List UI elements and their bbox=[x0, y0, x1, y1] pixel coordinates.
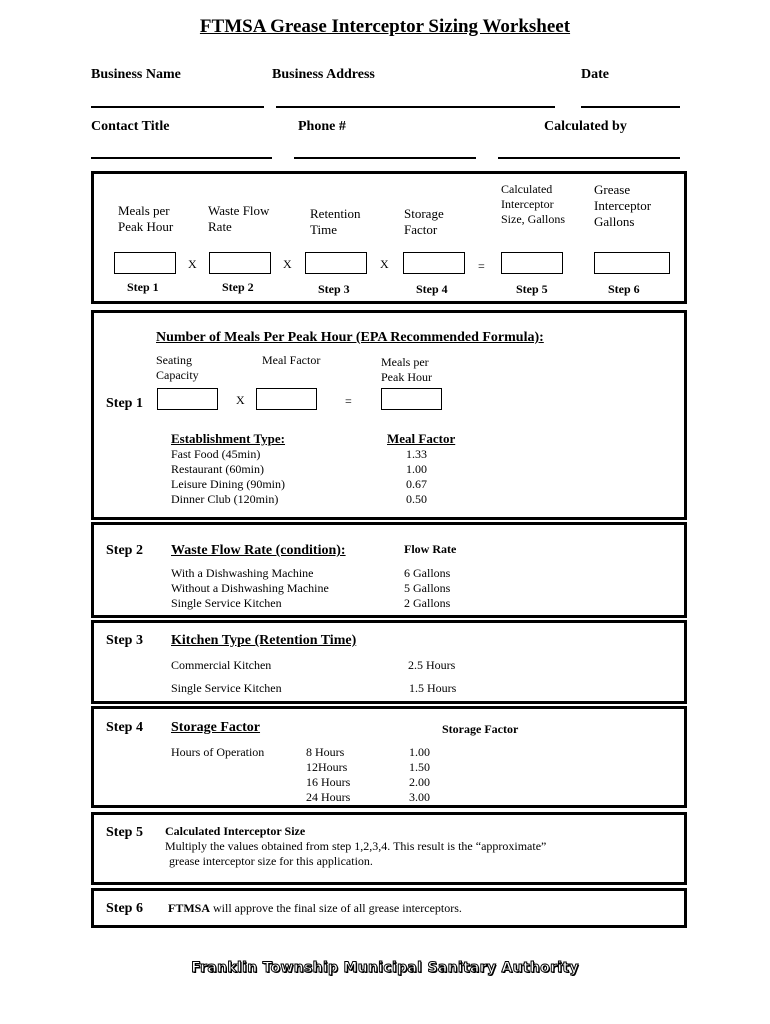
calculated-by-field[interactable] bbox=[498, 157, 680, 159]
business-name-field[interactable] bbox=[91, 106, 264, 108]
step6-text bbox=[168, 901, 462, 916]
storage-factor-heading: Storage Factor bbox=[442, 722, 519, 736]
times-operator: X bbox=[283, 257, 292, 271]
date-label: Date bbox=[581, 67, 609, 82]
retention-time-value: 2.5 Hours bbox=[408, 658, 456, 672]
step-label: Step 2 bbox=[222, 280, 254, 294]
meal-factor-value: 1.00 bbox=[406, 462, 427, 476]
step5-line1: Multiply the values obtained from step 1,2,3,4. This result is the “approximate” bbox=[165, 839, 547, 853]
summary-meals-label: Meals per Peak Hour bbox=[118, 203, 174, 234]
retention-time-value: 1.5 Hours bbox=[409, 681, 457, 695]
page-title: FTMSA Grease Interceptor Sizing Worksheet bbox=[199, 16, 571, 37]
step2-label: Step 2 bbox=[106, 543, 143, 558]
ftmsa-bold: FTMSA bbox=[168, 901, 210, 915]
times-operator: X bbox=[188, 257, 197, 271]
establishment-type: Fast Food (45min) bbox=[171, 447, 261, 461]
meal-factor-heading: Meal Factor bbox=[387, 431, 456, 446]
step3-label: Step 3 bbox=[106, 633, 143, 648]
storage-factor-value: 2.00 bbox=[409, 775, 430, 789]
flow-rate-value: 6 Gallons bbox=[404, 566, 451, 580]
step4-label: Step 4 bbox=[106, 720, 143, 735]
meals-per-peak-input[interactable] bbox=[381, 388, 442, 410]
business-name-label: Business Name bbox=[91, 67, 181, 82]
hours-value: 8 Hours bbox=[306, 745, 345, 759]
meal-factor-label: Meal Factor bbox=[262, 353, 321, 367]
seating-capacity-input[interactable] bbox=[157, 388, 218, 410]
step-label: Step 3 bbox=[318, 282, 350, 296]
times-operator: X bbox=[236, 393, 245, 407]
equals-operator: = bbox=[345, 394, 352, 408]
step5-line2: grease interceptor size for this application. bbox=[169, 854, 373, 868]
storage-factor-value: 1.00 bbox=[409, 745, 430, 759]
meal-factor-input[interactable] bbox=[256, 388, 317, 410]
summary-gallons-input[interactable] bbox=[594, 252, 670, 274]
flow-rate-value: 5 Gallons bbox=[404, 581, 451, 595]
establishment-type: Leisure Dining (90min) bbox=[171, 477, 285, 491]
summary-waste-flow-input[interactable] bbox=[209, 252, 271, 274]
step2-heading: Waste Flow Rate (condition): bbox=[171, 543, 346, 558]
step-label: Step 5 bbox=[516, 282, 548, 296]
meal-factor-value: 0.50 bbox=[406, 492, 427, 506]
equals-operator: = bbox=[478, 259, 485, 273]
summary-retention-label: Retention Time bbox=[310, 206, 361, 237]
step-label: Step 6 bbox=[608, 282, 640, 296]
step1-label: Step 1 bbox=[106, 396, 143, 411]
step5-heading: Calculated Interceptor Size bbox=[165, 824, 306, 838]
establishment-type: Dinner Club (120min) bbox=[171, 492, 279, 506]
phone-label: Phone # bbox=[298, 119, 346, 134]
phone-field[interactable] bbox=[294, 157, 476, 159]
step5-label: Step 5 bbox=[106, 825, 143, 840]
times-operator: X bbox=[380, 257, 389, 271]
meal-factor-value: 1.33 bbox=[406, 447, 427, 461]
meal-factor-value: 0.67 bbox=[406, 477, 427, 491]
contact-title-label: Contact Title bbox=[91, 119, 170, 134]
kitchen-type-label: Single Service Kitchen bbox=[171, 681, 282, 695]
step1-heading: Number of Meals Per Peak Hour (EPA Recommended Formula): bbox=[156, 330, 544, 345]
step3-heading: Kitchen Type (Retention Time) bbox=[171, 633, 357, 648]
business-address-field[interactable] bbox=[276, 106, 555, 108]
date-field[interactable] bbox=[581, 106, 680, 108]
calculated-by-label: Calculated by bbox=[544, 119, 627, 134]
condition-label: Without a Dishwashing Machine bbox=[171, 581, 329, 595]
contact-title-field[interactable] bbox=[91, 157, 272, 159]
establishment-heading: Establishment Type: bbox=[171, 431, 286, 446]
summary-meals-input[interactable] bbox=[114, 252, 176, 274]
establishment-type: Restaurant (60min) bbox=[171, 462, 264, 476]
hours-of-operation-label: Hours of Operation bbox=[171, 745, 265, 759]
step6-label: Step 6 bbox=[106, 901, 143, 916]
business-address-label: Business Address bbox=[272, 67, 375, 82]
storage-factor-value: 1.50 bbox=[409, 760, 430, 774]
hours-value: 12Hours bbox=[306, 760, 348, 774]
condition-label: With a Dishwashing Machine bbox=[171, 566, 314, 580]
summary-gallons-label: Grease Interceptor Gallons bbox=[594, 182, 652, 229]
hours-value: 24 Hours bbox=[306, 790, 351, 804]
summary-storage-input[interactable] bbox=[403, 252, 465, 274]
step-label: Step 4 bbox=[416, 282, 448, 296]
authority-footer: Franklin Township Municipal Sanitary Authority bbox=[191, 960, 579, 976]
seating-capacity-label: Seating Capacity bbox=[156, 353, 199, 382]
step6-sentence: will approve the final size of all grease interceptors. bbox=[210, 901, 462, 915]
step-label: Step 1 bbox=[127, 280, 159, 294]
meals-per-peak-label: Meals per Peak Hour bbox=[381, 355, 432, 384]
hours-value: 16 Hours bbox=[306, 775, 351, 789]
flow-rate-heading: Flow Rate bbox=[404, 542, 457, 556]
step4-heading: Storage Factor bbox=[171, 720, 261, 735]
summary-calc-size-input[interactable] bbox=[501, 252, 563, 274]
summary-storage-label: Storage Factor bbox=[404, 206, 444, 237]
summary-retention-input[interactable] bbox=[305, 252, 367, 274]
flow-rate-value: 2 Gallons bbox=[404, 596, 451, 610]
summary-waste-flow-label: Waste Flow Rate bbox=[208, 203, 270, 234]
condition-label: Single Service Kitchen bbox=[171, 596, 282, 610]
summary-calc-size-label: Calculated Interceptor Size, Gallons bbox=[501, 182, 565, 226]
storage-factor-value: 3.00 bbox=[409, 790, 430, 804]
kitchen-type-label: Commercial Kitchen bbox=[171, 658, 272, 672]
